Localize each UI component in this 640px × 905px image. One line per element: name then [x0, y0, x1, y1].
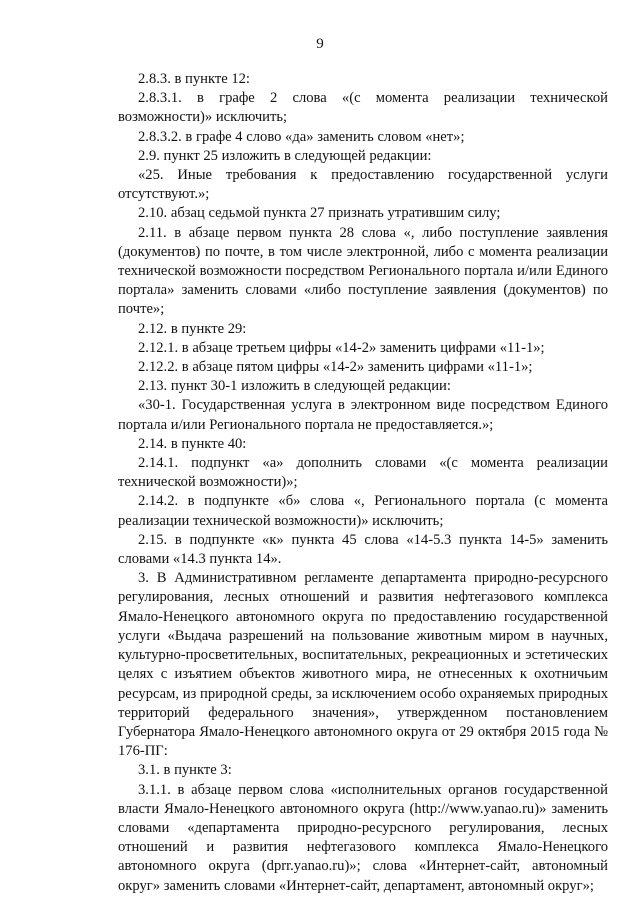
paragraph: «30-1. Государственная услуга в электронном виде посредством Единого портала и/или Регионального портала не предоставляется.»;: [118, 397, 608, 433]
paragraph: 3. В Административном регламенте департамента природно-ресурсного регулирования, лесных отношений и развития нефтегазового комплекса Ямало-Ненецкого автономного округа по предоставлению государственной услуги «Выдача разрешений на пользование животным миром в научных, культурно-просветительных, воспитательных, рекреационных и эстетических целях с изъятием объектов животного мира, не отнесенных к охотничьим ресурсам, из природной среды, за исключением особо охраняемых природных территорий федерального значения», утвержденном постановлением Губернатора Ямало-Ненецкого автономного округа от 29 октября 2015 года № 176-ПГ:: [118, 570, 608, 760]
paragraph: 2.12. в пункте 29:: [138, 320, 247, 337]
paragraph: 2.15. в подпункте «к» пункта 45 слова «14-5.3 пункта 14-5» заменить словами «14.3 пункта 14».: [118, 531, 608, 568]
paragraph: 2.11. в абзаце первом пункта 28 слова «, либо поступление заявления (документов) по почте, в том числе электронной, либо с момента реализации технической возможности посредством Регионального портала и/или Единого портала» заменить словами «либо поступление заявления (документов) по почте»;: [118, 224, 608, 318]
paragraph: 2.14.1. подпункт «а» дополнить словами «(с момента реализации технической возможности)»;: [118, 455, 608, 491]
paragraph: 2.8.3.2. в графе 4 слово «да» заменить словом «нет»;: [138, 128, 465, 145]
paragraph: 2.12.1. в абзаце третьем цифры «14-2» заменить цифрами «11-1»;: [138, 339, 545, 356]
paragraph: 2.10. абзац седьмой пункта 27 признать утратившим силу;: [138, 205, 501, 222]
paragraph: 2.13. пункт 30-1 изложить в следующей редакции:: [138, 378, 451, 395]
paragraph: 2.9. пункт 25 изложить в следующей редакции:: [138, 147, 432, 164]
paragraph: «25. Иные требования к предоставлению государственной услуги отсутствуют.»;: [118, 167, 608, 203]
page-number: 9: [316, 36, 324, 52]
paragraph: 2.14.2. в подпункте «б» слова «, Регионального портала (с момента реализации технической возможности)» исключить;: [118, 493, 608, 529]
paragraph: 3.1.1. в абзаце первом слова «исполнительных органов государственной власти Ямало-Ненецкого автономного округа (http://www.yanao.ru)» заменить словами «департамента природно-ресурсного регулирования, лесных отношений и развития нефтегазового комплекса Ямало-Ненецкого автономного округа (dprr.yanao.ru)»; слова «Интернет-сайт, автономный округ» заменить словами «Интернет-сайт, департамент, автономный округ»;: [118, 781, 608, 894]
paragraph: 3.1. в пункте 3:: [138, 762, 232, 779]
paragraph: 2.14. в пункте 40:: [138, 435, 247, 452]
document-body: [118, 70, 608, 896]
paragraph: 2.8.3.1. в графе 2 слова «(с момента реализации технической возможности)» исключить;: [118, 90, 608, 126]
paragraph: 2.12.2. в абзаце пятом цифры «14-2» заменить цифрами «11-1»;: [138, 359, 533, 376]
paragraph: 2.8.3. в пункте 12:: [138, 71, 250, 87]
